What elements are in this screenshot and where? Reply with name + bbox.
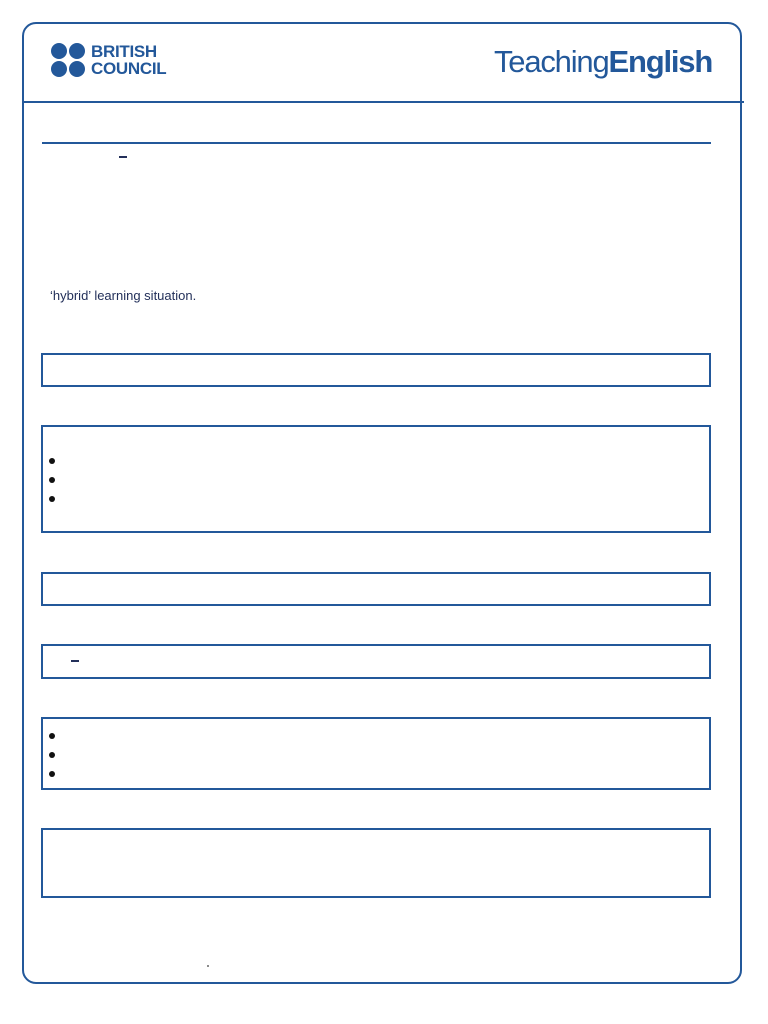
british-council-wordmark: BRITISH COUNCIL	[91, 42, 167, 78]
teaching-english-logo	[494, 42, 712, 82]
british-council-logo	[51, 43, 181, 79]
british-council-dots-icon	[51, 43, 87, 79]
content-box-3	[41, 572, 711, 606]
content-box-5	[41, 717, 711, 790]
content-box-1	[41, 353, 711, 387]
teaching-english-logo-light: Teaching	[494, 44, 609, 79]
intro-text: ‘hybrid’ learning situation.	[50, 288, 197, 303]
title-divider	[42, 142, 711, 144]
content-box-2	[41, 425, 711, 533]
header-divider	[22, 101, 744, 103]
dash-mark	[119, 156, 127, 158]
dash-mark	[71, 660, 79, 662]
content-box-6	[41, 828, 711, 898]
teaching-english-logo-bold: English	[608, 44, 713, 79]
content-box-4	[41, 644, 711, 679]
footer-mark	[207, 965, 209, 967]
